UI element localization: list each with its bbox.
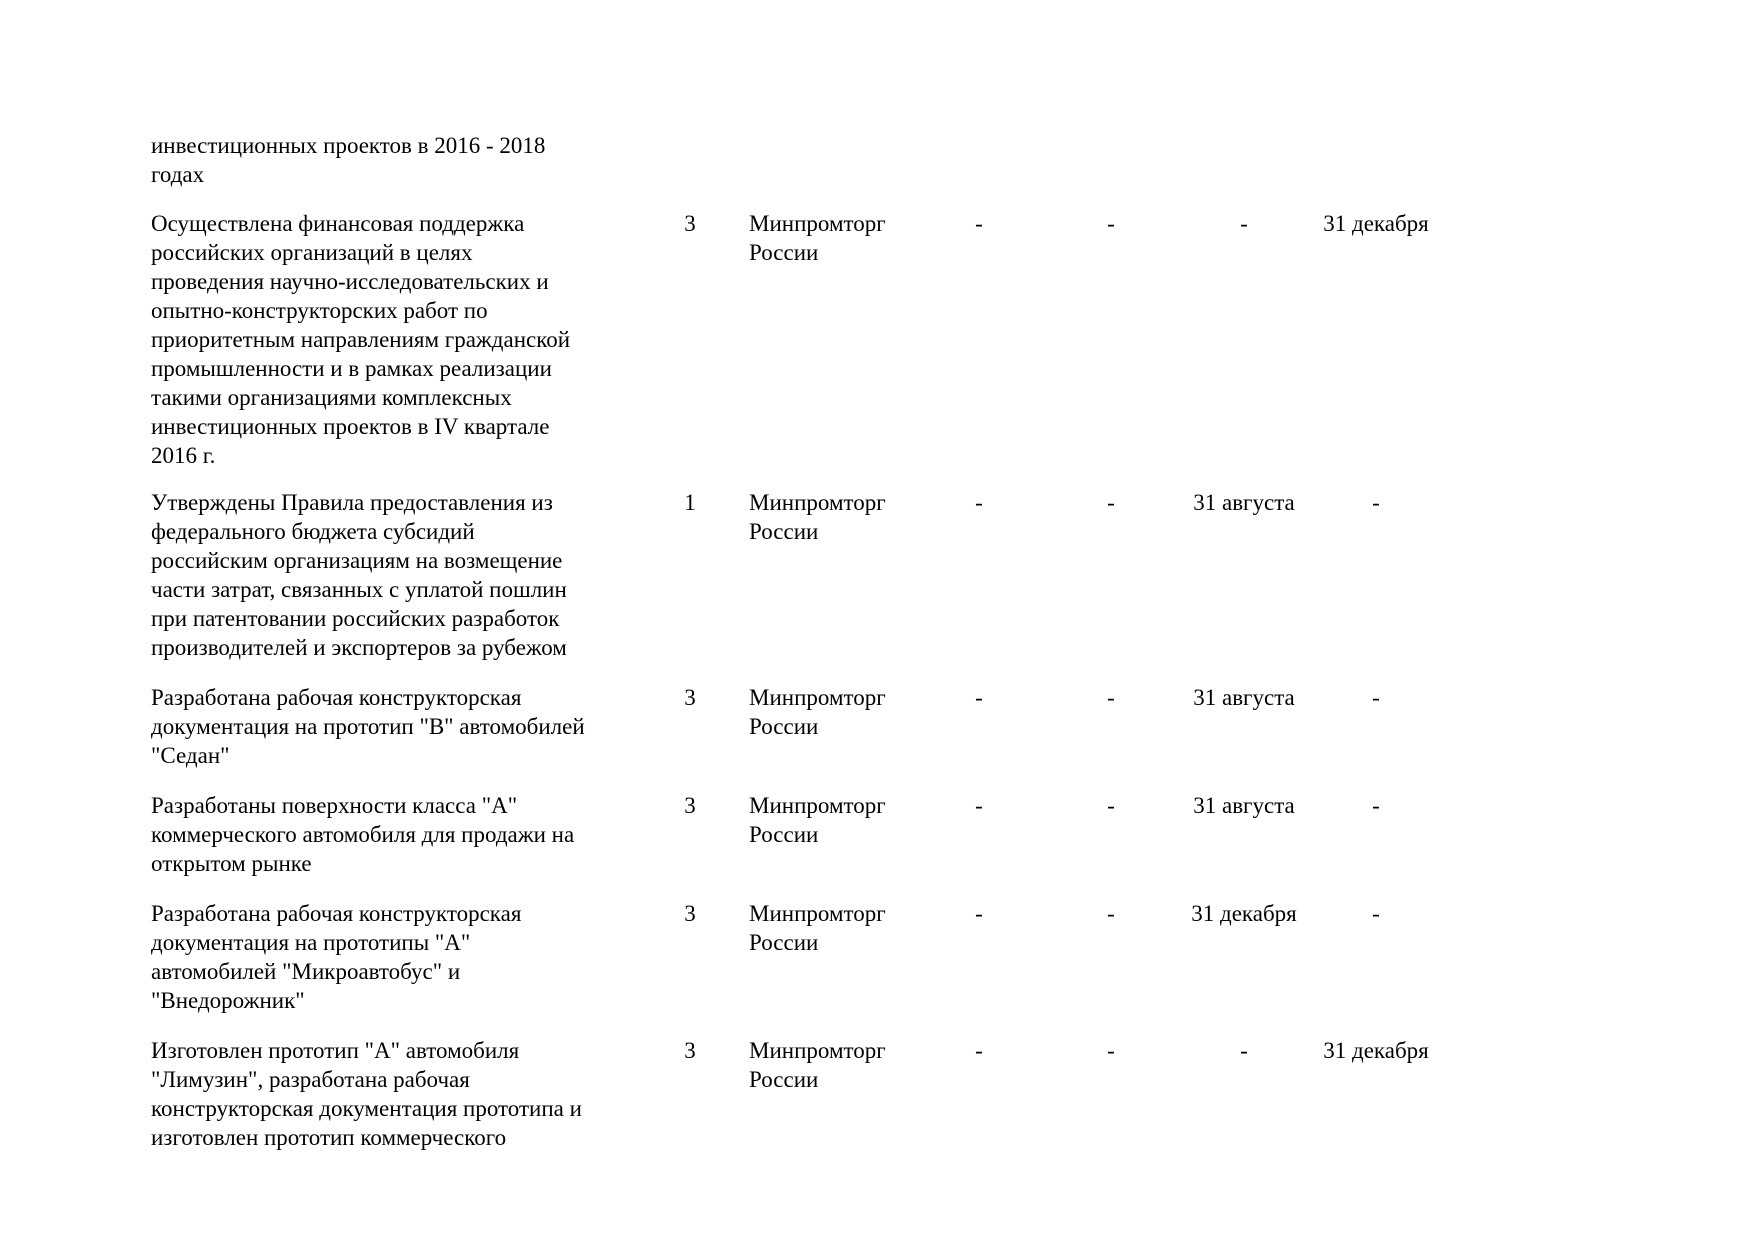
responsible-agency [749,899,929,957]
quarter-1-deadline: - [975,490,983,515]
text-line: Разработаны поверхности класса "А" [151,793,518,818]
text-line: российским организациям на возмещение [151,548,563,573]
text-line: Утверждены Правила предоставления из [151,490,553,515]
event-level: 1 [684,490,696,515]
quarter-2-deadline: - [1107,211,1115,236]
text-line: проведения научно-исследовательских и [151,269,549,294]
responsible-agency [749,683,929,741]
text-line: федерального бюджета субсидий [151,519,475,544]
event-level: 3 [684,901,696,926]
event-level: 3 [684,1038,696,1063]
text-line: России [749,714,819,739]
text-line: инвестиционных проектов в 2016 - 2018 [151,133,546,158]
quarter-4-deadline: - [1372,685,1380,710]
text-line: автомобилей "Микроавтобус" и [151,959,461,984]
text-line: такими организациями комплексных [151,385,512,410]
quarter-3-deadline: 31 декабря [1191,901,1297,926]
text-line: "Внедорожник" [151,988,305,1013]
text-line: части затрат, связанных с уплатой пошлин [151,577,567,602]
event-level: 3 [684,793,696,818]
text-line: инвестиционных проектов в IV квартале [151,414,550,439]
quarter-4-deadline: 31 декабря [1323,1038,1429,1063]
responsible-agency [749,488,929,546]
text-line: при патентовании российских разработок [151,606,560,631]
event-description [151,209,641,470]
quarter-2-deadline: - [1107,490,1115,515]
text-line: открытом рынке [151,851,312,876]
quarter-2-deadline: - [1107,901,1115,926]
event-description [151,899,641,1015]
event-description [151,1036,641,1152]
text-line: России [749,822,819,847]
text-line: Изготовлен прототип "А" автомобиля [151,1038,520,1063]
responsible-agency [749,791,929,849]
text-line: коммерческого автомобиля для продажи на [151,822,575,847]
text-line: Минпромторг [749,901,886,926]
text-line: документация на прототипы "А" [151,930,471,955]
quarter-4-deadline: - [1372,901,1380,926]
text-line: Разработана рабочая конструкторская [151,685,522,710]
text-line: приоритетным направлениям гражданской [151,327,571,352]
quarter-2-deadline: - [1107,793,1115,818]
quarter-1-deadline: - [975,211,983,236]
continued-description [151,131,641,189]
text-line: Минпромторг [749,685,886,710]
event-level: 3 [684,685,696,710]
quarter-2-deadline: - [1107,685,1115,710]
quarter-3-deadline: 31 августа [1193,490,1295,515]
quarter-1-deadline: - [975,685,983,710]
quarter-1-deadline: - [975,901,983,926]
quarter-2-deadline: - [1107,1038,1115,1063]
event-description [151,683,641,770]
quarter-3-deadline: 31 августа [1193,793,1295,818]
quarter-3-deadline: - [1240,1038,1248,1063]
quarter-4-deadline: - [1372,490,1380,515]
event-description [151,488,641,662]
responsible-agency [749,209,929,267]
text-line: опытно-конструкторских работ по [151,298,488,323]
text-line: годах [151,162,205,187]
text-line: Осуществлена финансовая поддержка [151,211,525,236]
text-line: России [749,519,819,544]
text-line: промышленности и в рамках реализации [151,356,552,381]
text-line: изготовлен прототип коммерческого [151,1125,507,1150]
text-line: Минпромторг [749,1038,886,1063]
text-line: России [749,1067,819,1092]
text-line: "Седан" [151,743,230,768]
quarter-1-deadline: - [975,793,983,818]
text-line: "Лимузин", разработана рабочая [151,1067,470,1092]
responsible-agency [749,1036,929,1094]
event-level: 3 [684,211,696,236]
event-description [151,791,641,878]
text-line: российских организаций в целях [151,240,473,265]
text-line: документация на прототип "B" автомобилей [151,714,585,739]
text-line: Разработана рабочая конструкторская [151,901,522,926]
text-line: России [749,240,819,265]
quarter-3-deadline: - [1240,211,1248,236]
text-line: Минпромторг [749,793,886,818]
quarter-3-deadline: 31 августа [1193,685,1295,710]
text-line: Минпромторг [749,490,886,515]
text-line: России [749,930,819,955]
text-line: производителей и экспортеров за рубежом [151,635,567,660]
quarter-1-deadline: - [975,1038,983,1063]
text-line: конструкторская документация прототипа и [151,1096,582,1121]
text-line: 2016 г. [151,443,216,468]
quarter-4-deadline: - [1372,793,1380,818]
quarter-4-deadline: 31 декабря [1323,211,1429,236]
text-line: Минпромторг [749,211,886,236]
